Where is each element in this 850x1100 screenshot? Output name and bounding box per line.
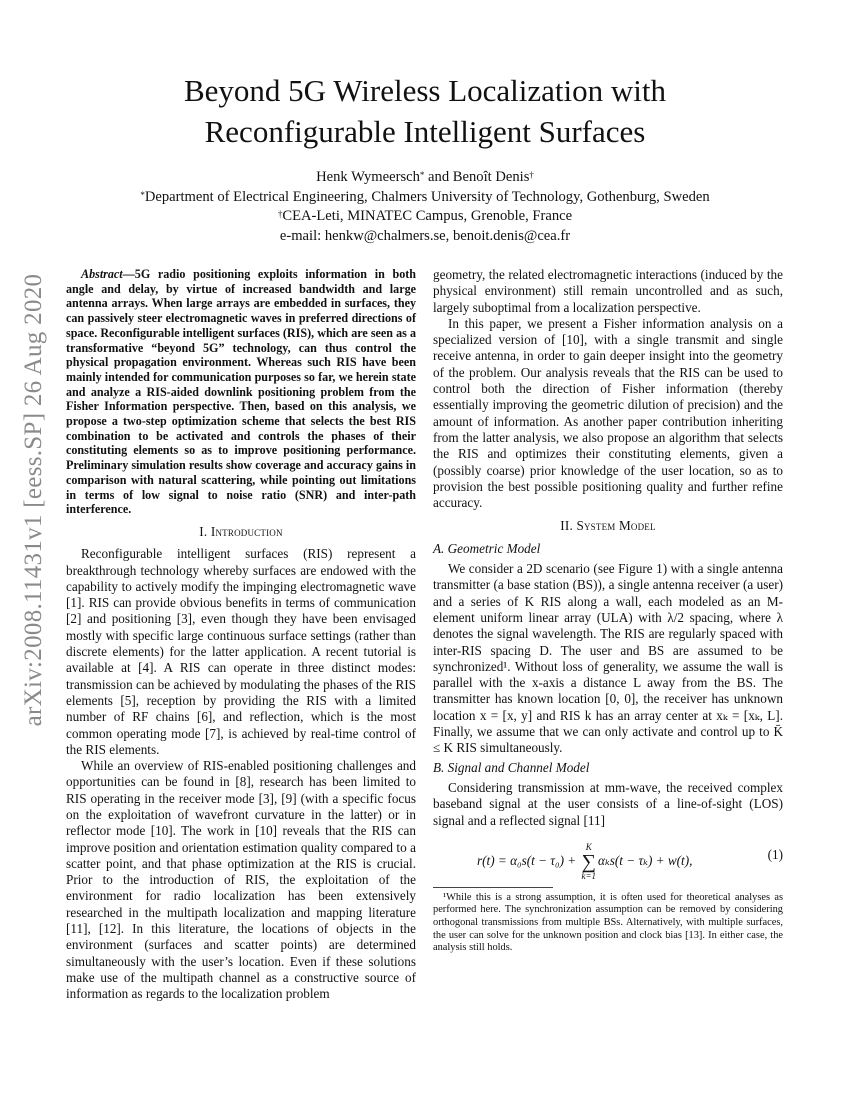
section-1-title: Introduction [210, 523, 283, 539]
subsection-signal-model: B. Signal and Channel Model [433, 759, 590, 775]
title-line-2: Reconfigurable Intelligent Surfaces [204, 114, 646, 149]
equation-body [477, 843, 692, 881]
summation [581, 843, 596, 881]
equation-lhs: r(t) = α₀s(t − τ₀) + [477, 852, 580, 868]
section-heading-system-model [433, 518, 783, 534]
right-column [433, 267, 783, 955]
intro-paragraph-1: Reconfigurable intelligent surfaces (RIS) represent a breakthrough technology whereby surfaces are endowed with the capability to actively modify the impinging electromagnetic wave [1]. RIS can provide obvious benefits in terms of communication [2] and positioning [3], even though they have been envisaged mostly with specific large continuous surface settings (rather than discrete elements) for the latter application. A recent tutorial is available at [4]. A RIS can operate in three distinct modes: transmission can be achieved by modulating the phases of the RIS elements [5], reception by providing the RIS with a limited number of RF chains [6], and reflection, which is the most common operating mode [7], is achieved by real-time control of the RIS elements. [66, 546, 416, 757]
abstract-text: 5G radio positioning exploits information in both angle and delay, by virtue of increased bandwidth and large antenna arrays. When large arrays are embedded in surfaces, they can passively steer electromagnetic waves in preferred directions of space. Reconfigurable intelligent surfaces (RIS), which are seen as a transformative “beyond 5G” technology, can thus control the physical propagation environment. Whereas such RIS have been mainly intended for communication purposes so far, we herein state and analyze a RIS-aided downlink positioning problem from the Fisher Information perspective. Then, based on this analysis, we propose a two-step optimization scheme that selects the best RIS combination to be activated and controls the phases of their constituting elements so as to improve positioning performance. Preliminary simulation results show coverage and accuracy gains in comparison with natural scattering, while pointing out limitations in terms of low signal to noise ratio (SNR) and inter-path interference. [66, 267, 416, 517]
sigma-symbol: ∑ [581, 850, 596, 873]
aff2-mark: † [277, 209, 283, 219]
author-block [60, 168, 790, 246]
author-2: and Benoît Denis [424, 169, 530, 185]
sum-lower-limit: k=1 [581, 870, 597, 881]
aff1-mark: * [140, 189, 145, 200]
affiliation-1-text: Department of Electrical Engineering, Chalmers University of Technology, Gothenburg, Sweden [144, 188, 710, 205]
section-2-number: II. [560, 518, 577, 534]
section-1-number: I. [199, 523, 211, 539]
abstract-dash: — [122, 267, 135, 281]
signal-model-paragraph: Considering transmission at mm-wave, the received complex baseband signal at the user consists of a line-of-sight (LOS) signal and a reflected signal [11] [433, 779, 783, 828]
footnote-1: ¹While this is a strong assumption, it is often used for theoretical analyses as performed here. The synchronization assumption can be removed by considering orthogonal transmissions from multiple BSs. Alternatively, with multiple surfaces, the user can solve for the unknown position and clock bias [13]. In either case, the analysis still holds. [433, 891, 783, 954]
equation-1 [433, 833, 783, 879]
affiliation-2-text: CEA-Leti, MINATEC Campus, Grenoble, France [282, 208, 573, 224]
section-2-title: System Model [576, 518, 656, 534]
abstract [66, 267, 416, 517]
title-line-1: Beyond 5G Wireless Localization with [183, 73, 666, 108]
section-heading-introduction [66, 524, 416, 540]
author-2-mark: † [529, 170, 534, 180]
author-names [60, 168, 790, 188]
author-1-mark: * [419, 170, 425, 180]
geometric-model-paragraph: We consider a 2D scenario (see Figure 1) with a single antenna transmitter (a base station (BS)), a single antenna receiver (a user) and a series of K RIS along a wall, each modeled as an M-element uniform linear array (ULA) with λ/2 spacing, where λ denotes the signal wavelength. The RIS are regularly spaced with inter-RIS spacing D. The user and BS are assumed to be synchronized¹. Without loss of generality, we assume the wall is parallel with the x-axis a distance L away from the BS. The transmitter has known location [0, 0], the receiver has unknown location x = [x, y] and RIS k has an array center at xₖ = [xₖ, L]. Finally, we assume that we can only activate and control up to K̄ ≤ K RIS simultaneously. [433, 561, 783, 756]
arxiv-id[interactable]: arXiv:2008.11431v1 [eess.SP] 26 Aug 2020 [20, 273, 47, 727]
abstract-label: Abstract [81, 267, 123, 281]
paper-title [60, 70, 790, 152]
affiliation-2 [60, 207, 790, 227]
right-paragraph-2: In this paper, we present a Fisher information analysis on a specialized version of [10], with a single transmit and single receive antenna, in order to gain deeper insight into the geometry of the problem. Our analysis reveals that the RIS can be used to control both the direction of Fisher information (thereby essentially improving the geometric dilution of precision) and the amount of information. As another paper contribution inheriting from the latter analysis, we also propose an algorithm that selects the RIS and optimizes their constituting elements, given a (possibly coarse) prior knowledge of the user location, so as to provision the best possible positioning quality and further refine accuracy. [433, 315, 783, 511]
sum-upper-limit: K [585, 841, 592, 852]
footnote-rule [433, 887, 553, 888]
author-1: Henk Wymeersch [316, 169, 420, 185]
left-column [66, 267, 416, 1003]
arxiv-stamp [4, 273, 64, 727]
subsection-geometric-model: A. Geometric Model [433, 540, 541, 556]
affiliation-1 [60, 188, 790, 208]
intro-paragraph-2: While an overview of RIS-enabled positioning challenges and opportunities can be found in [8], research has been limited to RIS operating in the receiver mode [3], [9] (with a specific focus on the exploitation of wavefront curvature in the latter) or in reflector mode [10]. The work in [10] reveals that the RIS can improve position and orientation estimation quality compared to a scatter point, and that phase optimization at the RIS is crucial. Prior to the introduction of RIS, the exploitation of the environment for radio localization has been extensively researched in the multipath localization and mapping literature [11], [12]. In this literature, the locations of objects in the environment (surfaces and scatter points) are determined simultaneously with the user’s location. Even if these solutions make use of the multipath channel as a constructive source of information as regards to the localization problem [66, 758, 416, 1002]
equation-number: (1) [767, 846, 783, 862]
author-email[interactable]: e-mail: henkw@chalmers.se, benoit.denis@cea.fr [279, 227, 571, 244]
equation-rhs: αₖs(t − τₖ) + w(t), [598, 852, 693, 868]
right-paragraph-1: geometry, the related electromagnetic interactions (induced by the physical environment) still remain uncontrolled and as such, largely suboptimal from a localization perspective. [433, 267, 783, 315]
